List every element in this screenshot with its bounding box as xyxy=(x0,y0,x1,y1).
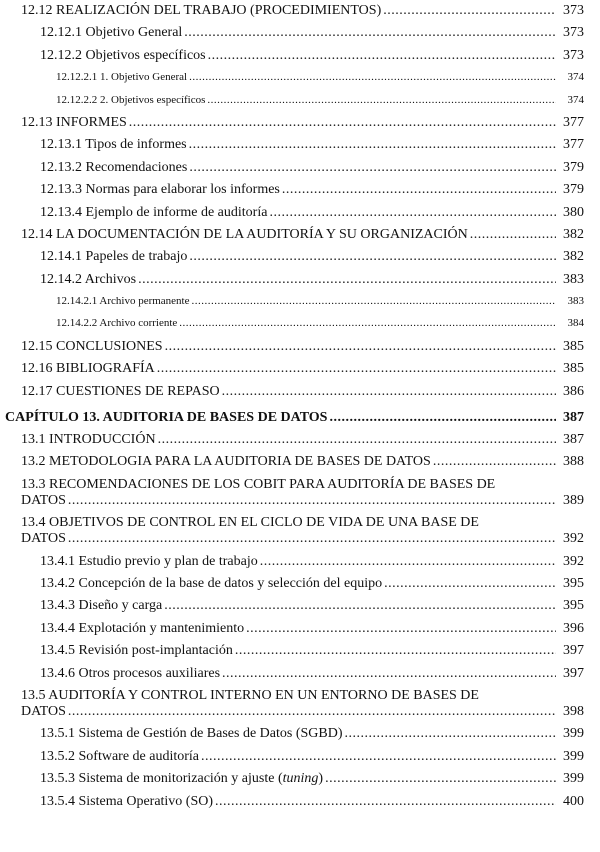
toc-entry xyxy=(0,598,600,614)
toc-entry-page: 379 xyxy=(563,182,584,198)
toc-entry-title-line1: 13.4 OBJETIVOS DE CONTROL EN EL CICLO DE VIDA DE UNA BASE DE xyxy=(21,515,479,531)
toc-entry xyxy=(0,771,600,787)
toc-entry xyxy=(0,316,600,330)
dot-leader xyxy=(246,621,556,637)
toc-entry xyxy=(0,515,600,547)
toc-entry-title: 13.4.5 Revisión post-implantación xyxy=(40,643,233,659)
toc-entry xyxy=(0,115,600,131)
toc-entry-title: DATOS xyxy=(21,531,66,547)
toc-entry-title: 12.13.1 Tipos de informes xyxy=(40,137,187,153)
toc-entry-title: 12.12.2 Objetivos específicos xyxy=(40,47,206,63)
toc-entry-title: 12.14.2.1 Archivo permanente xyxy=(56,295,190,308)
toc-entry-page: 382 xyxy=(563,226,584,242)
dot-leader xyxy=(433,454,556,470)
toc-entry-page: 396 xyxy=(563,620,584,636)
toc-entry xyxy=(0,205,600,221)
toc-entry xyxy=(0,48,600,64)
toc-entry xyxy=(0,726,600,742)
toc-entry-page: 377 xyxy=(563,137,584,153)
toc-entry-page: 380 xyxy=(563,204,584,220)
toc-entry-title: 12.13.3 Normas para elaborar los informes xyxy=(40,182,280,198)
dot-leader xyxy=(158,432,556,448)
toc-entry-page: 397 xyxy=(563,665,584,681)
dot-leader xyxy=(222,384,556,400)
toc-entry xyxy=(0,794,600,810)
toc-entry xyxy=(0,137,600,153)
toc-entry xyxy=(0,576,600,592)
toc-entry xyxy=(0,666,600,682)
toc-entry xyxy=(0,554,600,570)
dot-leader xyxy=(201,749,556,765)
dot-leader xyxy=(129,115,556,131)
toc-entry-page: 383 xyxy=(563,271,584,287)
toc-entry-page: 387 xyxy=(563,409,584,425)
toc-entry-page: 374 xyxy=(567,71,584,84)
toc-entry-title: 12.12.1 Objetivo General xyxy=(40,25,183,41)
toc-entry-page: 385 xyxy=(563,338,584,354)
toc-entry-title: 13.4.3 Diseño y carga xyxy=(40,598,163,614)
toc-entry-title: 12.13.2 Recomendaciones xyxy=(40,159,188,175)
toc-entry-title: 12.13.4 Ejemplo de informe de auditoría xyxy=(40,204,268,220)
dot-leader xyxy=(329,410,556,426)
toc-entry-page: 399 xyxy=(563,726,584,742)
toc-entry-title: 13.5.4 Sistema Operativo (SO) xyxy=(40,793,214,809)
dot-leader xyxy=(207,93,556,107)
dot-leader xyxy=(138,272,556,288)
toc-entry-page: 373 xyxy=(563,3,584,18)
toc-entry-title: 13.5.2 Software de auditoría xyxy=(40,748,200,764)
toc-entry-page: 400 xyxy=(563,793,584,809)
toc-entry xyxy=(0,70,600,84)
toc-entry-page: 395 xyxy=(563,575,584,591)
dot-leader xyxy=(165,339,556,355)
toc-entry xyxy=(0,93,600,107)
toc-entry xyxy=(0,432,600,448)
dot-leader xyxy=(164,598,556,614)
dot-leader xyxy=(192,294,557,308)
toc-entry-page: 374 xyxy=(567,93,584,106)
dot-leader xyxy=(325,771,556,787)
toc-entry-page: 388 xyxy=(563,454,584,470)
toc-entry-page: 373 xyxy=(563,25,584,41)
dot-leader xyxy=(68,493,556,509)
dot-leader xyxy=(184,25,556,41)
toc-entry-page: 398 xyxy=(563,703,584,719)
toc-entry xyxy=(0,294,600,308)
toc-entry-title: 13.4.4 Explotación y mantenimiento xyxy=(40,620,245,636)
toc-entry-title: 12.17 CUESTIONES DE REPASO xyxy=(21,383,220,399)
toc-entry-title: 12.14.1 Papeles de trabajo xyxy=(40,249,188,265)
dot-leader xyxy=(189,160,556,176)
toc-entry xyxy=(0,621,600,637)
toc-entry xyxy=(0,160,600,176)
dot-leader xyxy=(68,704,556,720)
toc-entry-page: 384 xyxy=(567,317,584,330)
toc-entry-title: 13.4.2 Concepción de la base de datos y selección del equipo xyxy=(40,575,383,591)
toc-entry-title: 12.12.2.1 1. Objetivo General xyxy=(56,71,188,84)
toc-entry-page: 392 xyxy=(563,531,584,547)
toc-entry-title: 12.14.2.2 Archivo corriente xyxy=(56,317,178,330)
toc-entry xyxy=(0,643,600,659)
toc-entry xyxy=(0,3,600,19)
toc-entry xyxy=(0,249,600,265)
toc-entry-page: 387 xyxy=(563,432,584,448)
dot-leader xyxy=(157,361,556,377)
toc-entry-title: 13.5.1 Sistema de Gestión de Bases de Datos (SGBD) xyxy=(40,726,343,742)
toc-entry-page: 389 xyxy=(563,492,584,508)
toc-entry-page: 385 xyxy=(563,361,584,377)
toc-entry xyxy=(0,749,600,765)
toc-entry-page: 382 xyxy=(563,249,584,265)
toc-entry-title: 13.4.1 Estudio previo y plan de trabajo xyxy=(40,553,258,569)
toc-entry xyxy=(0,454,600,470)
toc-entry-title: 13.1 INTRODUCCIÓN xyxy=(21,432,156,448)
toc-entry-title: DATOS xyxy=(21,703,66,719)
toc-entry xyxy=(0,182,600,198)
toc-entry-title: 12.14 LA DOCUMENTACIÓN DE LA AUDITORÍA Y SU ORGANIZACIÓN xyxy=(21,226,468,242)
toc-entry-title: 12.12.2.2 2. Objetivos específicos xyxy=(56,93,206,106)
dot-leader xyxy=(208,48,556,64)
toc-entry xyxy=(0,227,600,243)
toc-entry-title: 13.4.6 Otros procesos auxiliares xyxy=(40,665,221,681)
toc-entry xyxy=(0,384,600,400)
toc-entry-title: 12.12 REALIZACIÓN DEL TRABAJO (PROCEDIMIENTOS) xyxy=(21,3,382,18)
toc-entry-page: 373 xyxy=(563,47,584,63)
dot-leader xyxy=(470,227,556,243)
dot-leader xyxy=(345,726,556,742)
toc-entry-title: 13.2 METODOLOGIA PARA LA AUDITORIA DE BASES DE DATOS xyxy=(21,454,431,470)
toc-entry-title: 12.13 INFORMES xyxy=(21,114,127,130)
dot-leader xyxy=(68,531,556,547)
dot-leader xyxy=(269,205,556,221)
toc-entry-title-line1: 13.3 RECOMENDACIONES DE LOS COBIT PARA AUDITORÍA DE BASES DE xyxy=(21,476,496,492)
toc-entry xyxy=(0,361,600,377)
dot-leader xyxy=(235,643,556,659)
toc-entry-page: 399 xyxy=(563,771,584,787)
toc-entry xyxy=(0,477,600,509)
toc-entry xyxy=(0,272,600,288)
toc-entry-title: DATOS xyxy=(21,492,66,508)
toc-entry xyxy=(0,410,600,426)
dot-leader xyxy=(383,3,556,19)
toc-entry-title: 13.5.3 Sistema de monitorización y ajuste (tuning) xyxy=(40,771,324,787)
dot-leader xyxy=(384,576,556,592)
toc-entry-page: 397 xyxy=(563,643,584,659)
toc-entry-title: 12.14.2 Archivos xyxy=(40,271,137,287)
toc-entry xyxy=(0,25,600,41)
toc-entry-page: 395 xyxy=(563,598,584,614)
dot-leader xyxy=(222,666,556,682)
dot-leader xyxy=(282,182,556,198)
dot-leader xyxy=(189,137,556,153)
dot-leader xyxy=(189,70,556,84)
toc-entry xyxy=(0,339,600,355)
toc-entry-title: 12.16 BIBLIOGRAFÍA xyxy=(21,361,155,377)
toc-entry-page: 399 xyxy=(563,748,584,764)
dot-leader xyxy=(179,316,556,330)
toc-entry-title-line1: 13.5 AUDITORÍA Y CONTROL INTERNO EN UN ENTORNO DE BASES DE xyxy=(21,687,479,703)
toc-entry-page: 383 xyxy=(567,295,584,308)
dot-leader xyxy=(215,794,556,810)
toc-entry-page: 386 xyxy=(563,383,584,399)
toc-entry-title: CAPÍTULO 13. AUDITORIA DE BASES DE DATOS xyxy=(5,409,328,425)
toc-entry-page: 379 xyxy=(563,159,584,175)
dot-leader xyxy=(189,249,556,265)
dot-leader xyxy=(260,554,556,570)
toc-entry-page: 377 xyxy=(563,114,584,130)
toc-entry-page: 392 xyxy=(563,553,584,569)
toc-entry xyxy=(0,688,600,720)
toc-entry-title: 12.15 CONCLUSIONES xyxy=(21,338,163,354)
